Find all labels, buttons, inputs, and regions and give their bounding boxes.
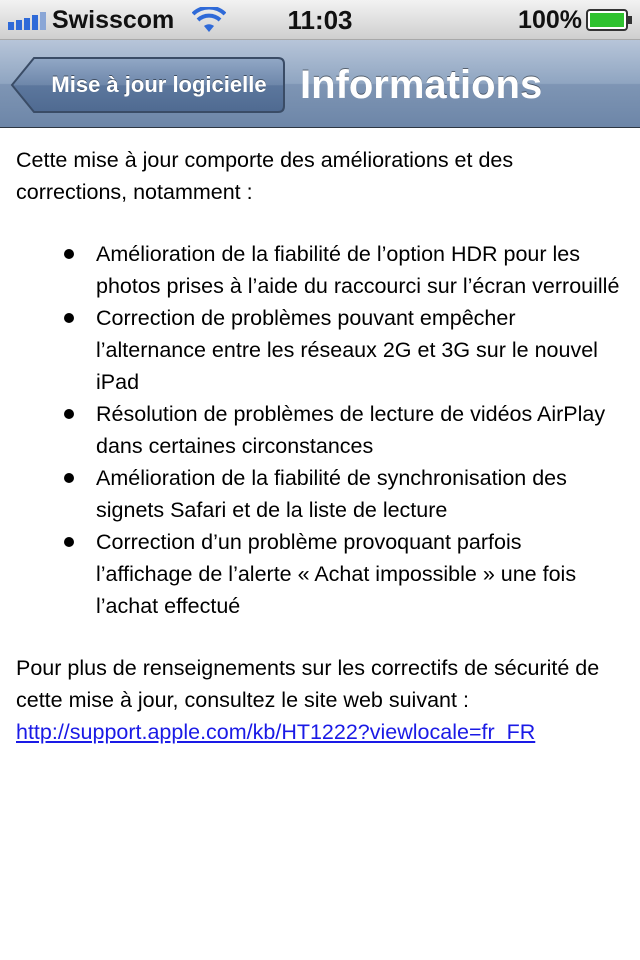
list-item xyxy=(96,526,622,622)
list-item xyxy=(96,398,622,462)
outro-text xyxy=(16,652,622,748)
list-item-text: Correction d’un problème provoquant parfois l’affichage de l’alerte « Achat impossible » une fois l’achat effectué xyxy=(96,530,577,618)
intro-text: Cette mise à jour comporte des améliorations et des corrections, notamment : xyxy=(16,148,514,204)
back-button-label: Mise à jour logicielle xyxy=(51,72,267,97)
status-time: 11:03 xyxy=(287,5,353,35)
list-item-text: Amélioration de la fiabilité de synchronisation des signets Safari et de la liste de lecture xyxy=(96,466,567,522)
bullet-icon xyxy=(64,409,74,419)
outro-sentence: Pour plus de renseignements sur les correctifs de sécurité de cette mise à jour, consultez le site web suivant : xyxy=(16,656,600,712)
page-title: Informations xyxy=(300,63,543,107)
back-button[interactable] xyxy=(10,56,286,114)
bullet-icon xyxy=(64,249,74,259)
list-item xyxy=(96,462,622,526)
bullet-list xyxy=(16,238,622,622)
carrier-name: Swisscom xyxy=(52,6,175,34)
list-item-text: Correction de problèmes pouvant empêcher l’alternance entre les réseaux 2G et 3G sur le nouvel iPad xyxy=(96,306,598,394)
list-item-text: Résolution de problèmes de lecture de vidéos AirPlay dans certaines circonstances xyxy=(96,402,606,458)
release-notes xyxy=(0,128,640,960)
status-bar xyxy=(0,0,640,40)
navigation-bar xyxy=(0,40,640,128)
bullet-icon xyxy=(64,537,74,547)
battery-icon xyxy=(586,9,632,31)
bullet-icon xyxy=(64,313,74,323)
list-item xyxy=(96,302,622,398)
support-link[interactable]: http://support.apple.com/kb/HT1222?viewlocale=fr_FR xyxy=(16,720,536,744)
battery-percent: 100% xyxy=(518,6,582,34)
bullet-icon xyxy=(64,473,74,483)
list-item xyxy=(96,238,622,302)
list-item-text: Amélioration de la fiabilité de l’option HDR pour les photos prises à l’aide du raccourci sur l’écran verrouillé xyxy=(96,242,620,298)
